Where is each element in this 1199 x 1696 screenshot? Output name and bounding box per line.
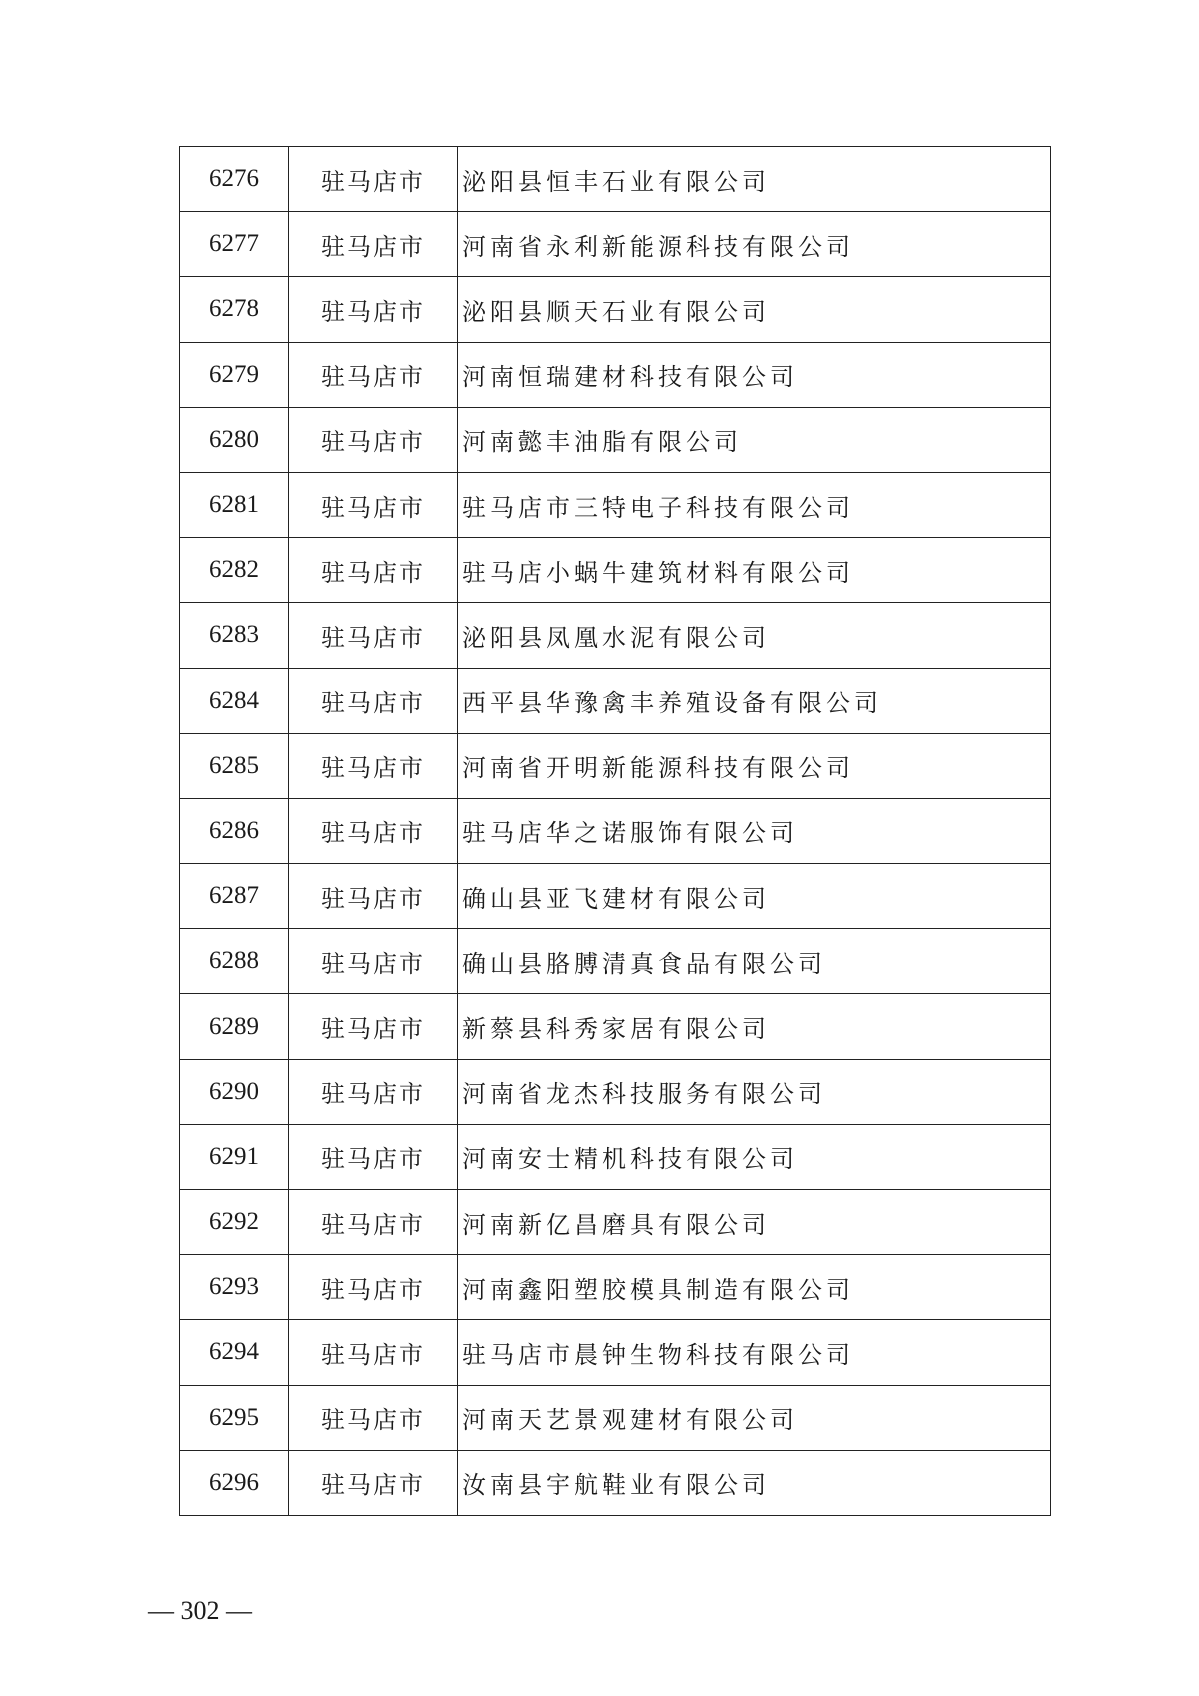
company-name-cell: 新蔡县科秀家居有限公司 [458, 994, 1051, 1059]
table-row [180, 1385, 1051, 1450]
row-number-cell: 6279 [180, 342, 289, 407]
table-row [180, 1059, 1051, 1124]
table-row [180, 472, 1051, 537]
row-number-cell: 6286 [180, 798, 289, 863]
row-number-cell: 6292 [180, 1190, 289, 1255]
row-number-cell: 6285 [180, 733, 289, 798]
row-number-cell: 6282 [180, 538, 289, 603]
table-row [180, 798, 1051, 863]
city-cell: 驻马店市 [289, 1320, 458, 1385]
table-row [180, 1255, 1051, 1320]
company-name-cell: 泌阳县恒丰石业有限公司 [458, 147, 1051, 212]
city-cell: 驻马店市 [289, 1255, 458, 1320]
row-number-cell: 6278 [180, 277, 289, 342]
row-number-cell: 6294 [180, 1320, 289, 1385]
row-number-cell: 6290 [180, 1059, 289, 1124]
company-name-cell: 河南省龙杰科技服务有限公司 [458, 1059, 1051, 1124]
table-row [180, 1190, 1051, 1255]
table-row [180, 668, 1051, 733]
table-row [180, 733, 1051, 798]
table-row [180, 277, 1051, 342]
company-name-cell: 确山县亚飞建材有限公司 [458, 864, 1051, 929]
row-number-cell: 6295 [180, 1385, 289, 1450]
company-name-cell: 河南安士精机科技有限公司 [458, 1124, 1051, 1189]
company-name-cell: 河南恒瑞建材科技有限公司 [458, 342, 1051, 407]
company-name-cell: 驻马店市三特电子科技有限公司 [458, 472, 1051, 537]
table-row [180, 929, 1051, 994]
table-row [180, 1124, 1051, 1189]
city-cell: 驻马店市 [289, 538, 458, 603]
row-number-cell: 6291 [180, 1124, 289, 1189]
city-cell: 驻马店市 [289, 1385, 458, 1450]
city-cell: 驻马店市 [289, 407, 458, 472]
row-number-cell: 6276 [180, 147, 289, 212]
table-row [180, 147, 1051, 212]
city-cell: 驻马店市 [289, 147, 458, 212]
row-number-cell: 6288 [180, 929, 289, 994]
company-name-cell: 河南懿丰油脂有限公司 [458, 407, 1051, 472]
row-number-cell: 6289 [180, 994, 289, 1059]
company-name-cell: 河南省永利新能源科技有限公司 [458, 212, 1051, 277]
city-cell: 驻马店市 [289, 733, 458, 798]
row-number-cell: 6280 [180, 407, 289, 472]
company-name-cell: 泌阳县顺天石业有限公司 [458, 277, 1051, 342]
city-cell: 驻马店市 [289, 277, 458, 342]
city-cell: 驻马店市 [289, 994, 458, 1059]
row-number-cell: 6296 [180, 1450, 289, 1515]
city-cell: 驻马店市 [289, 472, 458, 537]
table-body [180, 147, 1051, 1516]
company-name-cell: 驻马店华之诺服饰有限公司 [458, 798, 1051, 863]
page-number: — 302 — [148, 1596, 252, 1625]
company-name-cell: 泌阳县凤凰水泥有限公司 [458, 603, 1051, 668]
table-row [180, 212, 1051, 277]
city-cell: 驻马店市 [289, 342, 458, 407]
city-cell: 驻马店市 [289, 1450, 458, 1515]
company-name-cell: 河南鑫阳塑胶模具制造有限公司 [458, 1255, 1051, 1320]
row-number-cell: 6293 [180, 1255, 289, 1320]
company-name-cell: 西平县华豫禽丰养殖设备有限公司 [458, 668, 1051, 733]
company-name-cell: 驻马店市晨钟生物科技有限公司 [458, 1320, 1051, 1385]
table-row [180, 1320, 1051, 1385]
city-cell: 驻马店市 [289, 929, 458, 994]
company-name-cell: 河南省开明新能源科技有限公司 [458, 733, 1051, 798]
city-cell: 驻马店市 [289, 1190, 458, 1255]
company-name-cell: 河南天艺景观建材有限公司 [458, 1385, 1051, 1450]
row-number-cell: 6283 [180, 603, 289, 668]
table-row [180, 1450, 1051, 1515]
row-number-cell: 6284 [180, 668, 289, 733]
city-cell: 驻马店市 [289, 212, 458, 277]
table-row [180, 407, 1051, 472]
city-cell: 驻马店市 [289, 668, 458, 733]
company-list-table-container [179, 146, 1051, 1516]
company-name-cell: 河南新亿昌磨具有限公司 [458, 1190, 1051, 1255]
city-cell: 驻马店市 [289, 864, 458, 929]
table-row [180, 864, 1051, 929]
city-cell: 驻马店市 [289, 603, 458, 668]
row-number-cell: 6281 [180, 472, 289, 537]
table-row [180, 538, 1051, 603]
city-cell: 驻马店市 [289, 1124, 458, 1189]
row-number-cell: 6277 [180, 212, 289, 277]
company-name-cell: 驻马店小蜗牛建筑材料有限公司 [458, 538, 1051, 603]
table-row [180, 994, 1051, 1059]
table-row [180, 342, 1051, 407]
company-list-table [179, 146, 1051, 1516]
city-cell: 驻马店市 [289, 1059, 458, 1124]
company-name-cell: 确山县胳膊清真食品有限公司 [458, 929, 1051, 994]
row-number-cell: 6287 [180, 864, 289, 929]
table-row [180, 603, 1051, 668]
company-name-cell: 汝南县宇航鞋业有限公司 [458, 1450, 1051, 1515]
city-cell: 驻马店市 [289, 798, 458, 863]
